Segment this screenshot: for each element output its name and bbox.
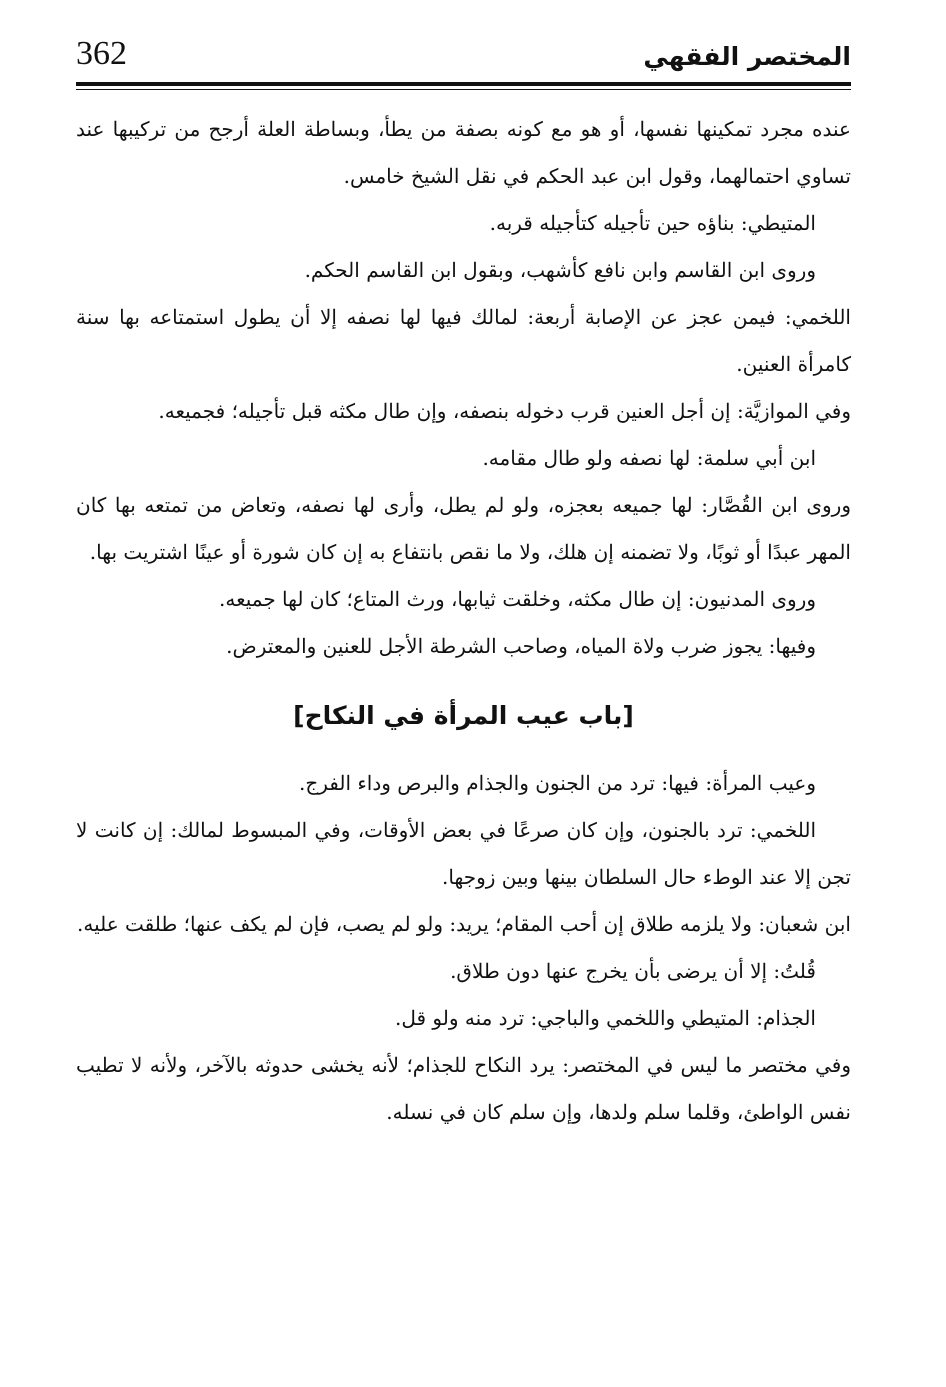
- paragraph: وعيب المرأة: فيها: ترد من الجنون والجذام والبرص وداء الفرج.: [298, 771, 816, 795]
- header-rule-thick: [76, 82, 851, 86]
- paragraph: وروى ابن القاسم وابن نافع كأشهب، وبقول ابن القاسم الحكم.: [304, 258, 816, 282]
- page-body: [76, 106, 851, 1136]
- paragraph: اللخمي: ترد بالجنون، وإن كان صرعًا في بعض الأوقات، وفي المبسوط لمالك: إن كانت لا تجن إلا عند الوطء حال السلطان بينها وبين زوجها.: [76, 818, 851, 889]
- paragraph: عنده مجرد تمكينها نفسها، أو هو مع كونه بصفة من يطأ، وبساطة العلة أرجح من تركيبها عند تساوي احتمالهما، وقول ابن عبد الحكم في نقل الشيخ خامس.: [76, 117, 851, 188]
- paragraph: المتيطي: بناؤه حين تأجيله كتأجيله قربه.: [489, 211, 816, 235]
- paragraph: ابن شعبان: ولا يلزمه طلاق إن أحب المقام؛ يريد: ولو لم يصب، فإن لم يكف عنها؛ طلقت عليه.: [76, 912, 851, 936]
- section-heading: [باب عيب المرأة في النكاح]: [293, 701, 634, 730]
- paragraph: وروى ابن القُصَّار: لها جميعه بعجزه، ولو لم يطل، وأرى لها نصفه، وتعاض من تمتعه بها كان المهر عبدًا أو ثوبًا، ولا تضمنه إن هلك، ولا ما نقص بانتفاع به إن كان شورة أو عينًا اشتريت بها.: [76, 493, 851, 564]
- header-rule-thin: [76, 89, 851, 90]
- paragraph: وفيها: يجوز ضرب ولاة المياه، وصاحب الشرطة الأجل للعنين والمعترض.: [226, 634, 816, 658]
- paragraph: وفي الموازيَّة: إن أجل العنين قرب دخوله بنصفه، وإن طال مكثه قبل تأجيله؛ فجميعه.: [158, 399, 851, 423]
- running-title: المختصر الفقهي: [643, 42, 851, 71]
- paragraph: وروى المدنيون: إن طال مكثه، وخلقت ثيابها، ورث المتاع؛ كان لها جميعه.: [219, 587, 816, 611]
- paragraph: قُلتُ: إلا أن يرضى بأن يخرج عنها دون طلاق.: [450, 959, 816, 983]
- paragraph: اللخمي: فيمن عجز عن الإصابة أربعة: لمالك فيها لها نصفه إلا أن يطول استمتاعه بها سنة كامرأة العنين.: [76, 305, 851, 376]
- paragraph: وفي مختصر ما ليس في المختصر: يرد النكاح للجذام؛ لأنه يخشى حدوثه بالآخر، ولأنه لا تطيب نفس الواطئ، وقلما سلم ولدها، وإن سلم كان في نسله.: [76, 1053, 851, 1124]
- page-number: 362: [76, 35, 127, 72]
- paragraph: ابن أبي سلمة: لها نصفه ولو طال مقامه.: [482, 446, 816, 470]
- paragraph: الجذام: المتيطي واللخمي والباجي: ترد منه ولو قل.: [394, 1006, 816, 1030]
- page-header: [76, 32, 851, 80]
